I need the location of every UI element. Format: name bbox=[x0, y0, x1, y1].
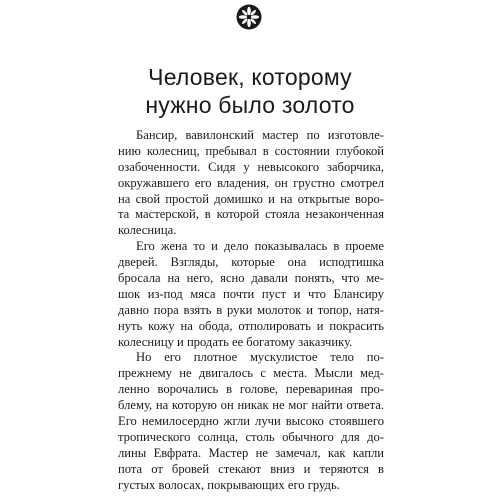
text-line: нию колесниц, пребывал в состоянии глубокой bbox=[118, 143, 384, 158]
paragraph bbox=[118, 350, 384, 493]
text-line: ленно ворочались в голове, перевариная про- bbox=[118, 382, 384, 397]
text-line: дверей. Взгляды, которые она исподтишка bbox=[118, 255, 384, 270]
chapter-title bbox=[60, 63, 440, 119]
chapter-body bbox=[118, 128, 384, 493]
text-line: на свой простой домишко и на открытые воро- bbox=[118, 191, 384, 206]
text-line: Его немилосердно жгли лучи высоко стоявшего bbox=[118, 414, 384, 429]
text-line: Но его плотное мускулистое тело по- bbox=[136, 350, 384, 365]
text-line: та мастерской, в которой стояла незаконченная bbox=[118, 207, 384, 222]
chapter-title-line: Человек, которому bbox=[148, 64, 352, 90]
text-line: бросала на него, ясно давали понять, что ме- bbox=[118, 271, 384, 286]
text-line: прежнему не двигалось с места. Мысли мед- bbox=[118, 366, 384, 381]
text-line: нуть кожу на обода, отполировать и покрасить bbox=[118, 318, 384, 333]
text-line: колесницу и продать ее богатому заказчику. bbox=[118, 334, 353, 349]
text-line: окружавшего его владения, он грустно смотрел bbox=[118, 175, 384, 190]
paragraph bbox=[118, 239, 384, 350]
text-line: густых волосах, покрывающих его грудь. bbox=[118, 477, 340, 492]
text-line: блему, на которую он никак не мог найти ответа. bbox=[118, 398, 384, 413]
text-line: пота от бровей стекают вниз и теряются в bbox=[118, 461, 384, 476]
paragraph bbox=[118, 128, 384, 239]
text-line: лины Евфрата. Мастер не замечал, как капли bbox=[118, 445, 384, 460]
text-line: тропического солнца, столь обычного для до- bbox=[118, 429, 384, 444]
text-line: давно пора взять в руки молоток и топор, натя- bbox=[118, 302, 384, 317]
text-line: Его жена то и дело показывалась в проеме bbox=[136, 239, 384, 254]
text-line: озабоченности. Сидя у невысокого заборчика, bbox=[118, 159, 384, 174]
text-line: колесница. bbox=[118, 223, 177, 238]
text-line: шок из-под мяса почти пуст и что Блансиру bbox=[118, 286, 384, 301]
chapter-title-line: нужно было золото bbox=[145, 92, 355, 118]
flower-ornament-icon bbox=[236, 4, 262, 30]
text-line: Бансир, вавилонский мастер по изготовле- bbox=[136, 128, 384, 142]
